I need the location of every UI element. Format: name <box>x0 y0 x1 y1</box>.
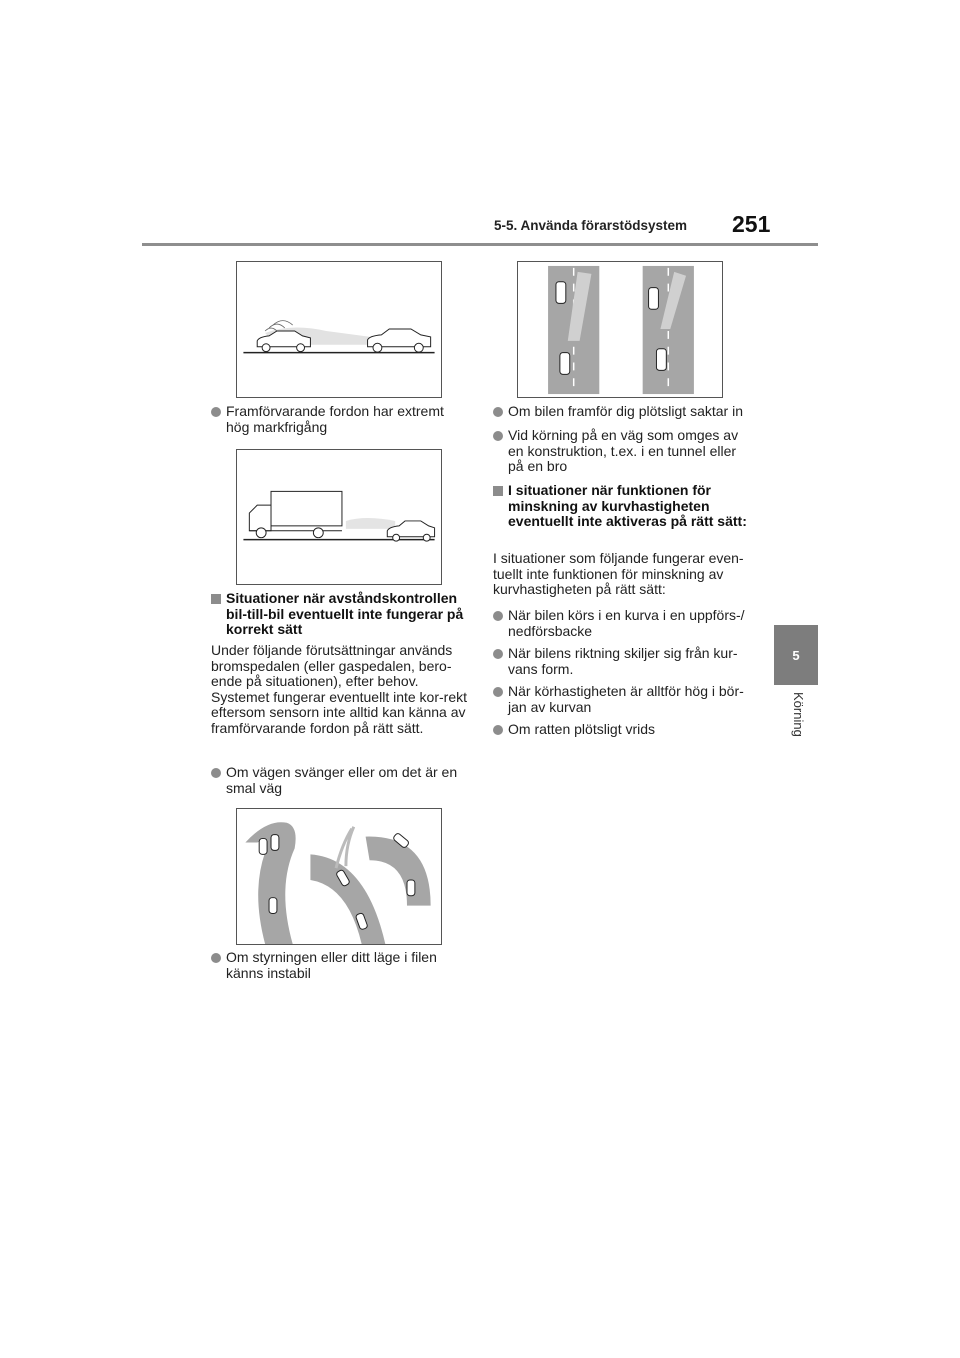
bullet-curve-or-narrow: Om vägen svänger eller om det är en smal väg <box>211 765 471 796</box>
curved-road-illustration <box>237 809 441 944</box>
chapter-number: 5 <box>792 647 800 663</box>
section-title: 5-5. Använda förarstödsystem <box>494 218 688 233</box>
cars-radar-illustration <box>237 262 441 397</box>
heading-curve-speed: I situationer när funktionen för minskning av kurvhastigheten eventuellt inte aktiveras på rätt sätt: <box>493 483 753 530</box>
chapter-tab <box>774 625 818 685</box>
straight-road-illustration <box>518 262 722 397</box>
paragraph-distance-control: Under följande förutsättningar används bromspedalen (eller gaspedalen, bero-ende på situationen), efter behov. Systemet fungerar eventuellt inte kor-rekt eftersom sensorn inte alltid kan känna av framförvarande fordon på rätt sätt. <box>211 642 468 736</box>
figure-high-clearance-vehicle <box>236 261 442 398</box>
figure-truck-ahead <box>236 449 442 585</box>
bullet-direction-differs: När bilens riktning skiljer sig från kur-vans form. <box>493 646 753 677</box>
truck-car-illustration <box>237 450 441 584</box>
bullet-sudden-braking: Om bilen framför dig plötsligt saktar in <box>493 404 753 420</box>
page-number: 251 <box>732 211 771 237</box>
bullet-uphill-downhill: När bilen körs i en kurva i en uppförs-/ nedförsbacke <box>493 608 753 639</box>
bullet-sudden-turn: Om ratten plötsligt vrids <box>493 722 753 738</box>
figure-curved-roads <box>236 808 442 945</box>
bullet-construction: Vid körning på en väg som omges av en konstruktion, t.ex. i en tunnel eller på en bro <box>493 428 753 475</box>
header-divider <box>142 243 818 246</box>
paragraph-curve-speed: I situationer som följande fungerar even-tuellt inte funktionen för minskning av kurvhastigheten på rätt sätt: <box>493 550 744 597</box>
bullet-unstable-steering: Om styrningen eller ditt läge i filen känns instabil <box>211 950 471 981</box>
bullet-speed-too-high: När körhastigheten är alltför hög i bör-jan av kurvan <box>493 684 753 715</box>
figure-straight-roads <box>517 261 723 398</box>
chapter-label: Körning <box>791 692 806 737</box>
bullet-high-clearance: Framförvarande fordon har extremt hög markfrigång <box>211 404 471 435</box>
heading-distance-control: Situationer när avståndskontrollen bil-till-bil eventuellt inte fungerar på korrekt sätt <box>211 591 471 638</box>
